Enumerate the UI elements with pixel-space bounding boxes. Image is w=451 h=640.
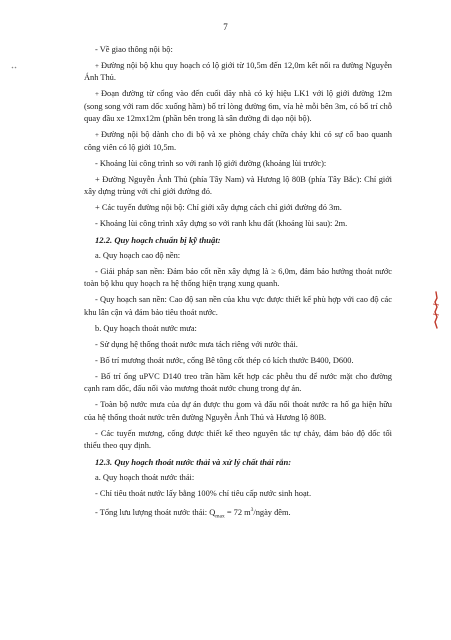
paragraph-wastewater-rate: - Chỉ tiêu thoát nước lấy bằng 100% chỉ tiêu cấp nước sinh hoạt. (95, 489, 312, 499)
paragraph-text: Đường nội bộ khu quy hoạch có lộ giới từ 10,5m đến 12,0m kết nối ra đường Nguyễn Ánh Thủ. (84, 61, 392, 83)
bullet-marker: + (95, 90, 99, 99)
section-heading-wastewater: 12.3. Quy hoạch thoát nước thải và xử lý chất thải rắn: (95, 457, 292, 468)
paragraph-stormwater-title: b. Quy hoạch thoát nước mưa: (95, 323, 197, 333)
paragraph-elevation-title: a. Quy hoạch cao độ nền: (95, 251, 181, 261)
margin-dot-icon (11, 66, 17, 69)
paragraph-total-flow (84, 504, 392, 523)
total-flow-superscript: 3 (250, 507, 254, 514)
paragraph-text: Đoạn đường từ cổng vào đến cuối dãy nhà có ký hiệu LK1 với lộ giới đường 12m (song song với ram dốc xuống hầm) bố trí lòng đường 6m, vỉa hè mỗi bên 3m, có bố trí chỗ quay đầu xe 12mx12m (phần bên trong là sân đường đi dạo nội bộ). (84, 89, 392, 124)
page-number: 7 (223, 22, 228, 32)
paragraph-road-width (84, 60, 392, 85)
paragraph-drain-culvert: - Bố trí mương thoát nước, cống Bê tông cốt thép có kích thước B400, D600. (95, 355, 354, 365)
paragraph-separate-system: - Sử dụng hệ thống thoát nước mưa tách riêng với nước thải. (95, 339, 298, 349)
document-body (84, 44, 392, 527)
paragraph-pedestrian-road (84, 129, 392, 154)
total-flow-suffix: /ngày đêm. (253, 507, 291, 517)
paragraph-internal-road-setback: + Các tuyến đường nội bộ: Chỉ giới xây dựng cách chỉ giới đường đỏ 3m. (95, 203, 342, 213)
paragraph-text: Đường nội bộ dành cho đi bộ và xe phòng cháy chữa cháy khi có sự cố bao quanh công viên có lộ giới 10,5m. (84, 130, 392, 152)
paragraph-wastewater-title: a. Quy hoạch thoát nước thải: (95, 473, 195, 483)
paragraph-leveling-solution: - Giải pháp san nền: Đảm bảo cốt nền xây dựng là ≥ 6,0m, đảm bảo hướng thoát nước toàn bộ khu quy hoạch ra hệ thống hiện trạng xung quanh. (84, 267, 392, 289)
paragraph-upvc-pipe: - Bố trí ống uPVC D140 treo trần hầm kết hợp các phễu thu để nước mặt cho đường cạnh ram dốc, đấu nối vào mương thoát nước chung trong dự án. (84, 371, 392, 394)
total-flow-value: = 72 m (224, 507, 251, 517)
paragraph-traffic-intro: - Về giao thông nội bộ: (95, 45, 173, 54)
paragraph-front-setback: - Khoảng lùi công trình so với ranh lộ giới đường (khoảng lùi trước): (95, 158, 327, 168)
paragraph-gravity-flow: - Các tuyến mương, cống được thiết kế theo nguyên tắc tự chảy, đảm bảo độ dốc tối thiểu theo quy định. (84, 428, 392, 451)
paragraph-collection: - Toàn bộ nước mưa của dự án được thu gom và đấu nối thoát nước ra hố ga hiện hữu của hệ thống thoát nước trên đường Nguyễn Ảnh Thủ và Hương lộ 80B. (84, 400, 392, 422)
total-flow-prefix: - Tổng lưu lượng thoát nước thải: Q (95, 507, 216, 517)
margin-stamp-mark-icon (427, 290, 445, 332)
paragraph-rear-setback: - Khoảng lùi công trình xây dựng so với ranh khu đất (khoảng lùi sau): 2m. (95, 219, 348, 229)
total-flow-subscript: max (215, 513, 225, 520)
bullet-marker: + (95, 62, 99, 70)
section-heading-technical-prep: 12.2. Quy hoạch chuẩn bị kỹ thuật: (95, 235, 221, 246)
paragraph-leveling-plan: - Quy hoạch san nền: Cao độ san nền của khu vực được thiết kế phù hợp với cao độ các khu lân cận và đảm bảo tiêu thoát nước. (84, 295, 392, 317)
paragraph-nguyen-anh-thu-setback: + Đường Nguyễn Ảnh Thủ (phía Tây Nam) và Hương lộ 80B (phía Tây Bắc): Chỉ giới xây dựng trùng với chỉ giới đường đỏ. (84, 174, 392, 197)
paragraph-lk1-road (84, 88, 392, 125)
bullet-marker: + (95, 131, 99, 140)
